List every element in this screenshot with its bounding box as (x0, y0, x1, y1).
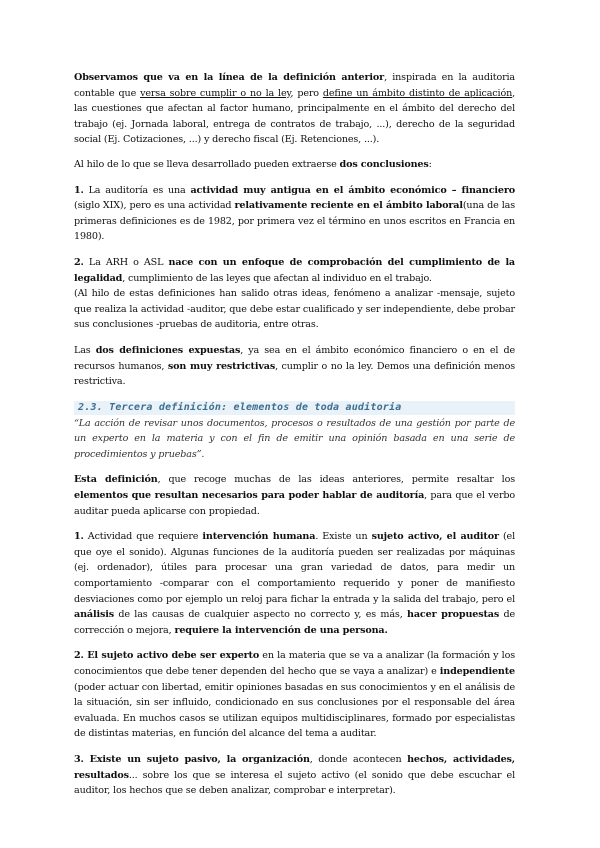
paragraph-conclusions-intro: Al hilo de lo que se lleva desarrollado pueden extraerse dos conclusiones: (74, 158, 432, 170)
paragraph-intro: Observamos que va en la línea de la definición anterior, inspirada en la auditoria contable que versa sobre cumplir o no la ley, pero define un ámbito distinto de aplicación, las cuestiones que afectan al factor humano, principalmente en el ámbito del derecho del trabajo (ej. Jornada laboral, entrega de contratos de trabajo, ...), derecho de la seguridad social (Ej. Cotizaciones, ...) y derecho fiscal (Ej. Retenciones, ...). (74, 72, 515, 146)
paragraph-element-2: 2. El sujeto activo debe ser experto en la materia que se va a analizar (la formación y los conocimientos que debe tener dependen del hecho que se vaya a analizar) e independiente (poder actuar con libertad, emitir opiniones basadas en sus conocimientos y en el análisis de la situación, sin ser influido, condicionado en sus conclusiones por el responsable del área evaluada. En muchos casos se utilizan equipos multidisciplinares, formado por especialistas de distintas materias, en función del alcance del tema a auditar. (74, 650, 515, 740)
paragraph-conclusion-2: 2. La ARH o ASL nace con un enfoque de comprobación del cumplimiento de la legalidad, cumplimiento de las leyes que afectan al individuo en el trabajo. (Al hilo de estas definiciones han salido otras ideas, fenómeno a analizar -mensaje, sujeto que realiza la actividad -auditor, que debe estar cualificado y ser independiente, debe probar sus conclusiones -pruebas de auditoria, entre otras. (74, 256, 516, 331)
paragraph-elements-intro: Esta definición, que recoge muchas de las ideas anteriores, permite resaltar los elementos que resultan necesarios para poder hablar de auditoría, para que el verbo auditar pueda aplicarse con propiedad. (74, 474, 515, 517)
paragraph-element-3: 3. Existe un sujeto pasivo, la organización, donde acontecen hechos, actividades, resultados... sobre los que se interesa el sujeto activo (el sonido que debe escuchar el auditor, los hechos que se deben analizar, comprobar e interpretar). (74, 753, 515, 797)
paragraph-element-1: 1. Actividad que requiere intervención humana. Existe un sujeto activo, el auditor (el que oye el sonido). Algunas funciones de la auditoría pueden ser realizadas por máquinas (ej. ordenador), útiles para procesar una gran variedad de datos, para medir un comportamiento -comparar con el comportamiento requerido y poner de manifiesto desviaciones como por ejemplo un reloj para fichar la entrada y la salida del trabajo, pero el análisis de las causas de cualquier aspecto no correcto y, es más, hacer propuestas de corrección o mejora, requiere la intervención de una persona. (74, 531, 516, 636)
paragraph-conclusion-1: 1. La auditoría es una actividad muy antigua en el ámbito económico – financiero (siglo XIX), pero es una actividad relativamente reciente en el ámbito laboral(una de las primeras definiciones es de 1982, por primera vez el término en unos escritos en Francia en 1980). (74, 184, 515, 243)
definition-quote: “La acción de revisar unos documentos, procesos o resultados de una gestión por parte de un experto en la materia y con el fin de emitir una opinión basada en una serie de procedimientos y pruebas”. (74, 417, 515, 460)
section-heading: 2.3. Tercera definición: elementos de toda auditoria (74, 401, 515, 415)
paragraph-definitions-summary: Las dos definiciones expuestas, ya sea en el ámbito económico financiero o en el de recursos humanos, son muy restrictivas, cumplir o no la ley. Demos una definición menos restrictiva. (74, 344, 515, 388)
